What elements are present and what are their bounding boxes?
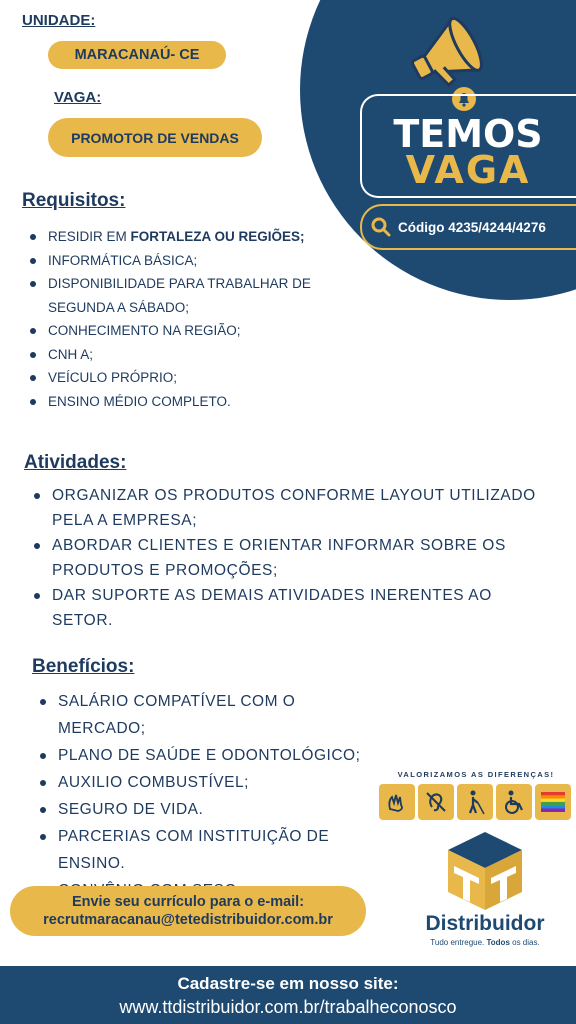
beneficios-list (34, 688, 364, 904)
list-item: CONHECIMENTO NA REGIÃO; (24, 319, 354, 343)
rainbow-flag-icon (535, 784, 571, 820)
brand-name: Distribuidor (425, 912, 545, 935)
list-item: DAR SUPORTE AS DEMAIS ATIVIDADES INERENTES AO SETOR. (28, 583, 548, 633)
vaga-label: VAGA: (54, 89, 102, 106)
hero-title-temos: TEMOS (393, 112, 543, 156)
vaga-code: Código 4235/4244/4276 (398, 219, 546, 235)
list-item: PLANO DE SAÚDE E ODONTOLÓGICO; (34, 742, 364, 769)
list-item: CNH A; (24, 343, 354, 367)
list-item: ORGANIZAR OS PRODUTOS CONFORME LAYOUT UTILIZADO PELA A EMPRESA; (28, 483, 548, 533)
requisitos-list (24, 225, 354, 413)
list-item: VEÍCULO PRÓPRIO; (24, 366, 354, 390)
atividades-title: Atividades: (24, 452, 127, 473)
email-cta-label: Envie seu currículo para o e-mail: (71, 894, 305, 910)
unidade-label: UNIDADE: (22, 12, 96, 29)
blind-icon (457, 784, 493, 820)
search-icon (370, 216, 392, 238)
list-item: DISPONIBILIDADE PARA TRABALHAR DE SEGUNDA A SÁBADO; (24, 272, 354, 319)
hero-title-vaga: VAGA (405, 148, 531, 192)
footer-cta: Cadastre-se em nosso site: (177, 974, 399, 993)
list-item: RESIDIR EM FORTALEZA OU REGIÕES; (24, 225, 354, 249)
list-item: SEGURO DE VIDA. (34, 796, 364, 823)
list-item: INFORMÁTICA BÁSICA; (24, 249, 354, 273)
brand-tagline: Tudo entregue. Todos os dias. (430, 938, 540, 947)
tt-distribuidor-logo (446, 830, 524, 912)
footer-url[interactable]: www.ttdistribuidor.com.br/trabalheconosco (119, 997, 457, 1017)
footer-bar (0, 966, 576, 1024)
deaf-icon (418, 784, 454, 820)
vaga-code-box (360, 204, 576, 250)
diversity-title: VALORIZAMOS AS DIFERENÇAS! (397, 770, 555, 779)
requisitos-title: Requisitos: (22, 190, 126, 211)
email-cta (10, 886, 366, 936)
list-item: ABORDAR CLIENTES E ORIENTAR INFORMAR SOBRE OS PRODUTOS E PROMOÇÕES; (28, 533, 548, 583)
list-item: SALÁRIO COMPATÍVEL COM O MERCADO; (34, 688, 364, 742)
email-address[interactable]: recrutmaracanau@tetedistribuidor.com.br (43, 912, 333, 928)
atividades-list (28, 483, 548, 633)
unidade-value: MARACANAÚ- CE (48, 41, 226, 69)
list-item: ENSINO MÉDIO COMPLETO. (24, 390, 354, 414)
list-item: AUXILIO COMBUSTÍVEL; (34, 769, 364, 796)
vaga-value: PROMOTOR DE VENDAS (48, 118, 262, 157)
beneficios-title: Benefícios: (32, 656, 135, 677)
megaphone-icon (405, 4, 505, 96)
wheelchair-icon (496, 784, 532, 820)
list-item: PARCERIAS COM INSTITUIÇÃO DE ENSINO. (34, 823, 364, 877)
sign-language-icon (379, 784, 415, 820)
